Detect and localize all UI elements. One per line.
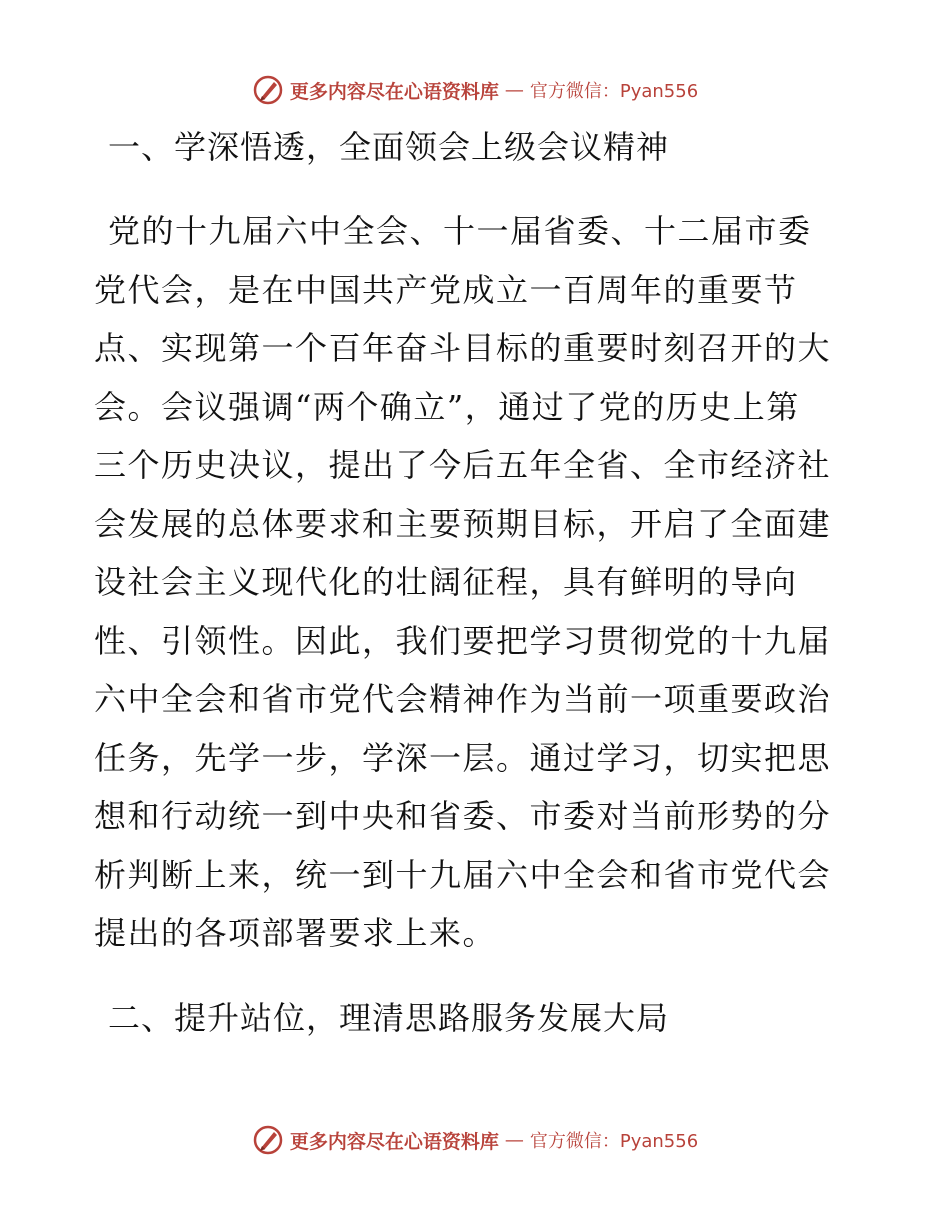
header-wechat-text: 官方微信：Pyan556 <box>529 81 699 102</box>
paragraph-line: 党代会，是在中国共产党成立一百周年的重要节 <box>94 270 798 309</box>
paragraph-line: 会发展的总体要求和主要预期目标，开启了全面建 <box>94 504 832 543</box>
paragraph-line: 任务，先学一步，学深一层。通过学习，切实把思 <box>94 738 832 777</box>
header-watermark-banner <box>0 70 950 110</box>
pen-logo-icon <box>252 1124 284 1156</box>
section-heading-2: 二、提升站位，理清思路服务发展大局 <box>108 998 670 1037</box>
footer-watermark-banner <box>0 1120 950 1160</box>
paragraph-line: 会。会议强调“两个确立”，通过了党的历史上第 <box>94 387 800 426</box>
paragraph-1 <box>94 202 854 963</box>
header-banner-inner <box>252 74 698 106</box>
paragraph-line: 想和行动统一到中央和省委、市委对当前形势的分 <box>94 797 832 835</box>
footer-banner-inner <box>252 1124 698 1156</box>
paragraph-line: 六中全会和省市党代会精神作为当前一项重要政治 <box>94 680 832 718</box>
footer-brand-text: 更多内容尽在心语资料库 <box>289 1130 499 1153</box>
header-dash: — <box>504 79 524 101</box>
footer-wechat-text: 官方微信：Pyan556 <box>529 1131 699 1152</box>
paragraph-line: 提出的各项部署要求上来。 <box>94 914 497 952</box>
paragraph-line: 点、实现第一个百年奋斗目标的重要时刻召开的大 <box>94 329 832 367</box>
footer-dash: — <box>504 1129 524 1151</box>
header-brand-text: 更多内容尽在心语资料库 <box>289 80 499 103</box>
paragraph-line: 析判断上来，统一到十九届六中全会和省市党代会 <box>94 855 832 894</box>
paragraph-line: 性、引领性。因此，我们要把学习贯彻党的十九届 <box>94 621 832 660</box>
paragraph-line: 三个历史决议，提出了今后五年全省、全市经济社 <box>94 446 832 484</box>
paragraph-line: 党的十九届六中全会、十一届省委、十二届市委 <box>108 212 812 250</box>
pen-logo-icon <box>252 74 284 106</box>
document-body <box>94 118 854 1047</box>
section-heading-1: 一、学深悟透，全面领会上级会议精神 <box>108 128 670 166</box>
paragraph-line: 设社会主义现代化的壮阔征程，具有鲜明的导向 <box>94 563 798 601</box>
